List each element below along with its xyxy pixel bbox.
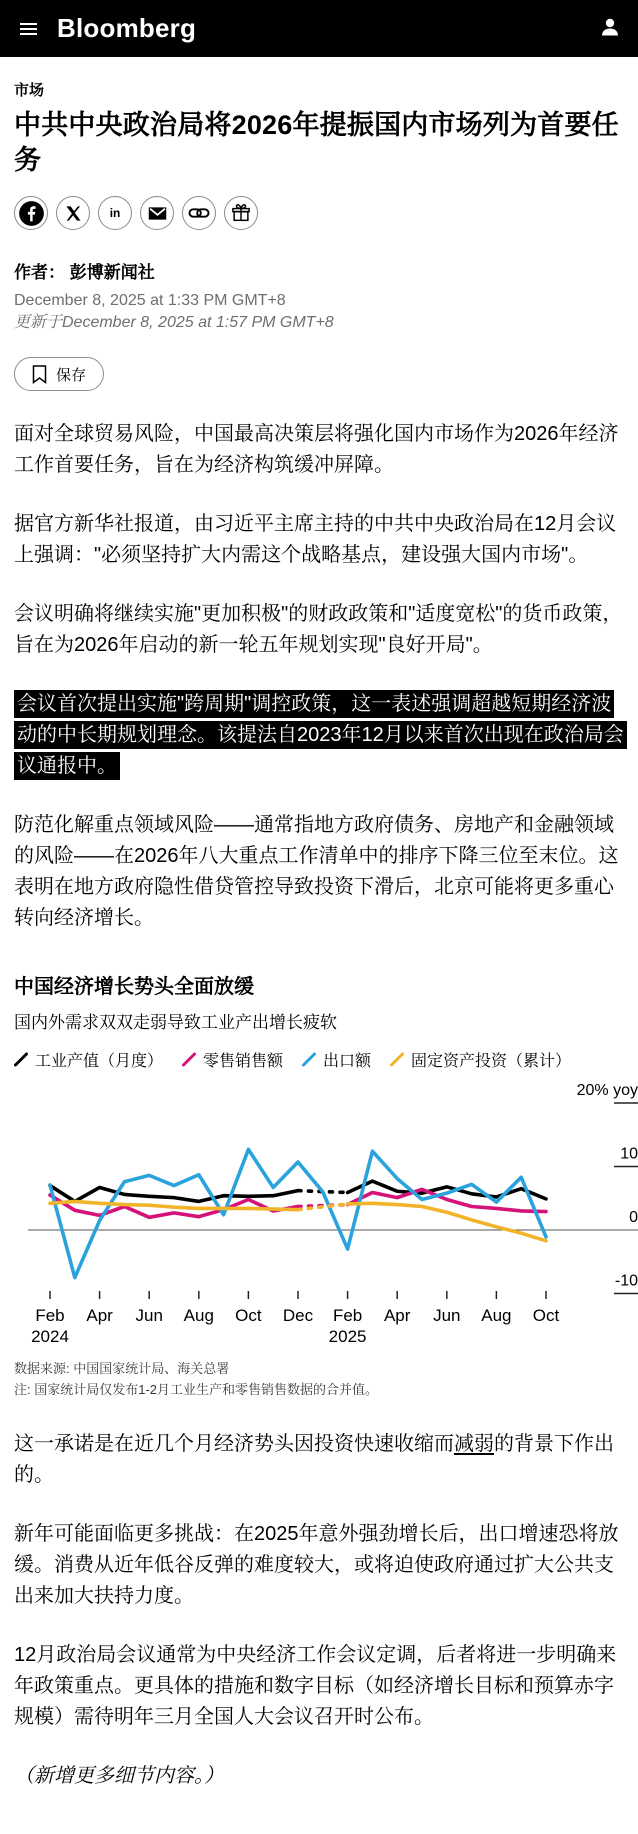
svg-text:Jun: Jun xyxy=(433,1306,461,1326)
share-email-button[interactable] xyxy=(140,196,174,230)
facebook-icon xyxy=(18,200,45,227)
paragraph-with-link: 这一承诺是在近几个月经济势头因投资快速收缩而减弱的背景下作出的。 xyxy=(14,1432,614,1486)
chart-note: 注: 国家统计局仅发布1-2月工业生产和零售销售数据的合并值。 xyxy=(14,1382,379,1398)
svg-text:Aug: Aug xyxy=(481,1306,512,1326)
chart-section xyxy=(14,970,638,1401)
paragraph: 12月政治局会议通常为中央经济工作会议定调，后者将进一步明确来年政策重点。更具体的措施和数字目标（如经济增长目标和预算赤字规模）需待明年三月全国人大会议召开时公布。 xyxy=(14,1643,617,1728)
update-date: 更新于December 8, 2025 at 1:57 PM GMT+8 xyxy=(14,313,334,331)
svg-text:Dec: Dec xyxy=(282,1306,314,1326)
person-icon xyxy=(598,15,622,39)
svg-text:Apr: Apr xyxy=(86,1306,113,1326)
legend-swatch xyxy=(390,1052,405,1067)
share-toolbar xyxy=(14,196,624,230)
legend-item-exports: 出口额 xyxy=(302,1048,371,1071)
article-body xyxy=(14,419,638,1792)
paragraph: 防范化解重点领域风险——通常指地方政府债务、房地产和金融领域的风险——在2026年八大重点工作清单中的排序下降三位至末位。这表明在地方政府隐性借贷管控导致投资下滑后，北京可能将更多重心转向经济增长。 xyxy=(14,814,619,930)
top-bar xyxy=(0,0,638,57)
svg-text:in: in xyxy=(109,206,121,221)
chart-subtitle: 国内外需求双双走弱导致工业产出增长疲软 xyxy=(14,1013,337,1033)
svg-text:Apr: Apr xyxy=(383,1306,411,1326)
gift-icon xyxy=(230,202,252,224)
trend-chart xyxy=(14,1075,638,1347)
svg-text:2025: 2025 xyxy=(328,1327,367,1347)
save-button[interactable] xyxy=(14,357,104,391)
paragraph: 据官方新华社报道，由习近平主席主持的中共中央政治局在12月会议上强调："必须坚持扩大内需这个战略基点，建设强大国内市场"。 xyxy=(14,513,617,567)
share-linkedin-button[interactable] xyxy=(98,196,132,230)
svg-text:0: 0 xyxy=(629,1209,638,1227)
chart-title: 中国经济增长势头全面放缓 xyxy=(14,976,254,999)
svg-text:2024: 2024 xyxy=(31,1327,69,1347)
svg-text:Feb: Feb xyxy=(332,1306,363,1326)
paragraph: 会议明确将继续实施"更加积极"的财政政策和"适度宽松"的货币政策，旨在为2026年启动的新一轮五年规划实现"良好开局"。 xyxy=(14,603,623,657)
legend-swatch xyxy=(302,1052,317,1067)
legend-swatch xyxy=(14,1052,29,1067)
byline-label: 作者： xyxy=(14,263,65,283)
chart-source: 数据来源: 中国国家统计局、海关总署 xyxy=(14,1361,230,1377)
weaken-link[interactable]: 减弱 xyxy=(454,1432,494,1455)
svg-text:Jun: Jun xyxy=(135,1306,163,1326)
profile-button[interactable] xyxy=(598,15,622,42)
paragraph: 面对全球贸易风险，中国最高决策层将强化国内市场作为2026年经济工作首要任务，旨在为经济构筑缓冲屏障。 xyxy=(14,423,619,477)
author-name: 彭博新闻社 xyxy=(69,263,155,283)
link-icon xyxy=(188,202,210,224)
category-label[interactable]: 市场 xyxy=(14,82,45,99)
article-page xyxy=(0,79,638,1834)
byline xyxy=(14,258,624,283)
hamburger-icon xyxy=(20,23,37,25)
svg-text:Oct: Oct xyxy=(235,1306,262,1326)
svg-text:Oct: Oct xyxy=(532,1306,560,1326)
highlighted-paragraph xyxy=(14,689,624,782)
email-icon xyxy=(147,203,168,224)
bloomberg-logo: Bloomberg xyxy=(57,13,197,43)
closing-note: （新增更多细节内容。） xyxy=(14,1764,224,1787)
svg-text:10: 10 xyxy=(620,1145,638,1163)
svg-text:20% yoy: 20% yoy xyxy=(576,1082,638,1100)
paragraph: 新年可能面临更多挑战：在2025年意外强劲增长后，出口增速恐将放缓。消费从近年低谷反弹的难度较大，或将迫使政府通过扩大公共支出来加大扶持力度。 xyxy=(14,1522,619,1607)
linkedin-icon xyxy=(104,202,126,224)
share-x-button[interactable] xyxy=(56,196,90,230)
save-label: 保存 xyxy=(56,366,87,384)
share-facebook-button[interactable] xyxy=(14,196,48,230)
legend-swatch xyxy=(182,1052,197,1067)
publish-date: December 8, 2025 at 1:33 PM GMT+8 xyxy=(14,292,286,310)
article-title: 中共中央政治局将2026年提振国内市场列为首要任务 xyxy=(14,110,619,176)
svg-text:Aug: Aug xyxy=(183,1306,214,1326)
legend-item-retail-sales: 零售销售额 xyxy=(182,1048,283,1071)
bookmark-icon xyxy=(32,365,47,384)
svg-text:Feb: Feb xyxy=(35,1306,65,1326)
x-icon xyxy=(65,205,82,222)
chart-legend xyxy=(14,1048,624,1071)
legend-item-fixed-asset-investment: 固定资产投资（累计） xyxy=(390,1048,571,1071)
share-link-button[interactable] xyxy=(182,196,216,230)
share-gift-button[interactable] xyxy=(224,196,258,230)
svg-text:-10: -10 xyxy=(614,1272,638,1290)
hamburger-menu-button[interactable] xyxy=(16,19,41,39)
highlight-text: 会议首次提出实施"跨周期"调控政策，这一表述强调超越短期经济波动的中长期规划理念。该提法自2023年12月以来首次出现在政治局会议通报中。 xyxy=(14,690,627,780)
legend-item-industrial-output: 工业产值（月度） xyxy=(14,1048,163,1071)
